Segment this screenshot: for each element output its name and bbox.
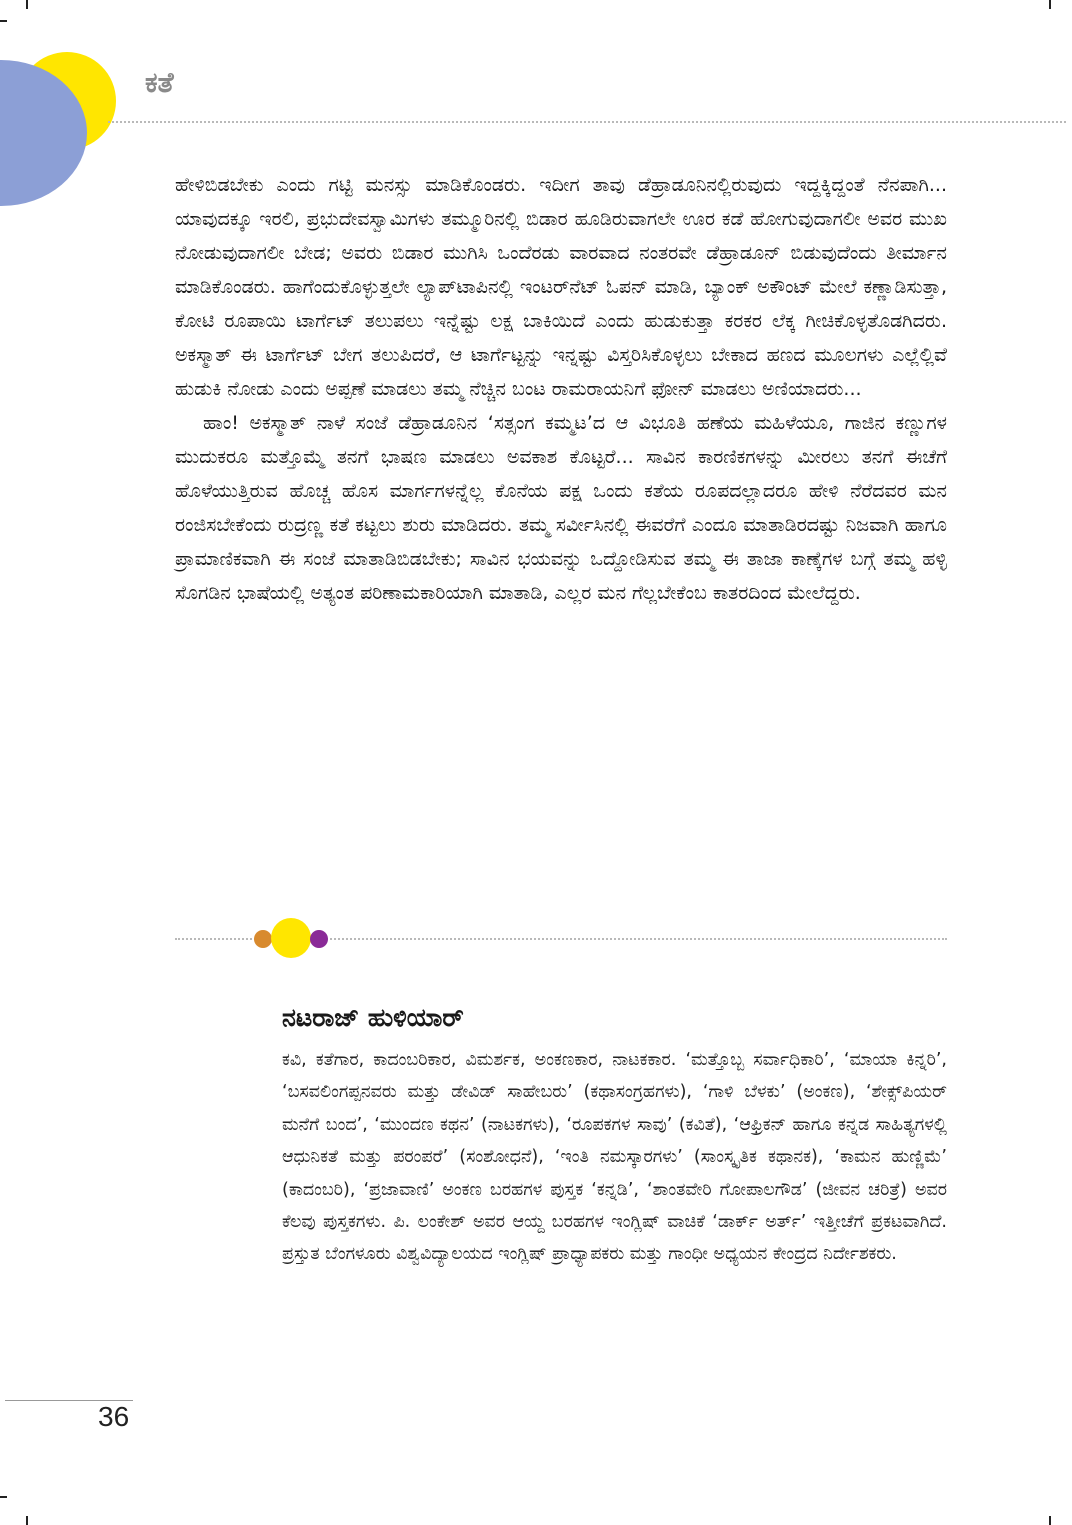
crop-mark	[26, 0, 28, 9]
yellow-dot-decoration	[271, 918, 311, 958]
page-number: 36	[98, 1401, 130, 1432]
crop-mark	[1049, 1516, 1051, 1525]
header-dotted-rule	[108, 121, 1066, 123]
story-paragraph: ಹೇಳಿಬಿಡಬೇಕು ಎಂದು ಗಟ್ಟಿ ಮನಸ್ಸು ಮಾಡಿಕೊಂಡರು. ಇದೀಗ ತಾವು ಡೆಹ್ರಾಡೂನಿನಲ್ಲಿರುವುದು ಇದ್ದಕ್ಕಿದ್ದಂತೆ ನೆನಪಾಗಿ... ಯಾವುದಕ್ಕೂ ಇರಲಿ, ಪ್ರಭುದೇವಸ್ವಾಮಿಗಳು ತಮ್ಮೂರಿನಲ್ಲಿ ಬಿಡಾರ ಹೂಡಿರುವಾಗಲೇ ಊರ ಕಡೆ ಹೋಗುವುದಾಗಲೀ ಅವರ ಮುಖ ನೋಡುವುದಾಗಲೀ ಬೇಡ; ಅವರು ಬಿಡಾರ ಮುಗಿಸಿ ಒಂದೆರಡು ವಾರವಾದ ನಂತರವೇ ಡೆಹ್ರಾಡೂನ್ ಬಿಡುವುದೆಂದು ತೀರ್ಮಾನ ಮಾಡಿಕೊಂಡರು. ಹಾಗೆಂದುಕೊಳ್ಳುತ್ತಲೇ ಲ್ಯಾಪ್‌ಟಾಪಿನಲ್ಲಿ ಇಂಟರ್‌ನೆಟ್ ಓಪನ್ ಮಾಡಿ, ಬ್ಯಾಂಕ್ ಅಕೌಂಟ್ ಮೇಲೆ ಕಣ್ಣಾಡಿಸುತ್ತಾ, ಕೋಟಿ ರೂಪಾಯಿ ಟಾರ್ಗೆಟ್ ತಲುಪಲು ಇನ್ನೆಷ್ಟು ಲಕ್ಷ ಬಾಕಿಯಿದೆ ಎಂದು ಹುಡುಕುತ್ತಾ ಕರಕರ ಲೆಕ್ಕ ಗೀಚಿಕೊಳ್ಳತೊಡಗಿದರು. ಅಕಸ್ಮಾತ್ ಈ ಟಾರ್ಗೆಟ್ ಬೇಗ ತಲುಪಿದರೆ, ಆ ಟಾರ್ಗೆಟ್ಟನ್ನು ಇನ್ನಷ್ಟು ವಿಸ್ತರಿಸಿಕೊಳ್ಳಲು ಬೇಕಾದ ಹಣದ ಮೂಲಗಳು ಎಲ್ಲೆಲ್ಲಿವೆ ಹುಡುಕಿ ನೋಡು ಎಂದು ಅಪ್ಪಣೆ ಮಾಡಲು ತಮ್ಮ ನೆಚ್ಚಿನ ಬಂಟ ರಾಮರಾಯನಿಗೆ ಫೋನ್ ಮಾಡಲು ಅಣಿಯಾದರು...	[175, 174, 947, 400]
crop-mark	[0, 1496, 7, 1498]
crop-mark	[0, 20, 7, 22]
orange-dot-decoration	[254, 930, 272, 948]
crop-mark	[1049, 0, 1051, 9]
section-label: ಕತೆ	[145, 66, 174, 99]
purple-dot-decoration	[310, 930, 328, 948]
story-body	[175, 168, 947, 610]
author-bio: ಕವಿ, ಕತೆಗಾರ, ಕಾದಂಬರಿಕಾರ, ವಿಮರ್ಶಕ, ಅಂಕಣಕಾರ, ನಾಟಕಕಾರ. ‘ಮತ್ತೊಬ್ಬ ಸರ್ವಾಧಿಕಾರಿ’, ‘ಮಾಯಾ ಕಿನ್ನರಿ’, ‘ಬಸವಲಿಂಗಪ್ಪನವರು ಮತ್ತು ಡೇವಿಡ್ ಸಾಹೇಬರು’ (ಕಥಾಸಂಗ್ರಹಗಳು), ‘ಗಾಳಿ ಬೆಳಕು’ (ಅಂಕಣ), ‘ಶೇಕ್ಸ್‌ಪಿಯರ್ ಮನೆಗೆ ಬಂದ’, ‘ಮುಂದಣ ಕಥನ’ (ನಾಟಕಗಳು), ‘ರೂಪಕಗಳ ಸಾವು’ (ಕವಿತೆ), ‘ಆಫ್ರಿಕನ್ ಹಾಗೂ ಕನ್ನಡ ಸಾಹಿತ್ಯಗಳಲ್ಲಿ ಆಧುನಿಕತೆ ಮತ್ತು ಪರಂಪರೆ’ (ಸಂಶೋಧನೆ), ‘ಇಂತಿ ನಮಸ್ಕಾರಗಳು’ (ಸಾಂಸ್ಕೃತಿಕ ಕಥಾನಕ), ‘ಕಾಮನ ಹುಣ್ಣಿಮೆ’ (ಕಾದಂಬರಿ), ‘ಪ್ರಜಾವಾಣಿ’ ಅಂಕಣ ಬರಹಗಳ ಪುಸ್ತಕ ‘ಕನ್ನಡಿ’, ‘ಶಾಂತವೇರಿ ಗೋಪಾಲಗೌಡ’ (ಜೀವನ ಚರಿತ್ರೆ) ಅವರ ಕೆಲವು ಪುಸ್ತಕಗಳು. ಪಿ. ಲಂಕೇಶ್ ಅವರ ಆಯ್ದ ಬರಹಗಳ ಇಂಗ್ಲಿಷ್ ವಾಚಿಕೆ ‘ಡಾರ್ಕ್ ಅರ್ತ್’ ಇತ್ತೀಚೆಗೆ ಪ್ರಕಟವಾಗಿದೆ. ಪ್ರಸ್ತುತ ಬೆಂಗಳೂರು ವಿಶ್ವವಿದ್ಯಾಲಯದ ಇಂಗ್ಲಿಷ್ ಪ್ರಾಧ್ಯಾಪಕರು ಮತ್ತು ಗಾಂಧೀ ಅಧ್ಯಯನ ಕೇಂದ್ರದ ನಿರ್ದೇಶಕರು.	[282, 1050, 947, 1265]
crop-mark	[26, 1516, 28, 1525]
story-paragraph: ಹಾಂ! ಅಕಸ್ಮಾತ್ ನಾಳೆ ಸಂಜೆ ಡೆಹ್ರಾಡೂನಿನ ‘ಸತ್ಸಂಗ ಕಮ್ಮಟ’ದ ಆ ವಿಭೂತಿ ಹಣೆಯ ಮಹಿಳೆಯೂ, ಗಾಜಿನ ಕಣ್ಣುಗಳ ಮುದುಕರೂ ಮತ್ತೊಮ್ಮೆ ತನಗೆ ಭಾಷಣ ಮಾಡಲು ಅವಕಾಶ ಕೊಟ್ಟರೆ... ಸಾವಿನ ಕಾರಣಿಕಗಳನ್ನು ಮೀರಲು ತನಗೆ ಈಚೆಗೆ ಹೊಳೆಯುತ್ತಿರುವ ಹೊಚ್ಚ ಹೊಸ ಮಾರ್ಗಗಳನ್ನೆಲ್ಲ ಕೊನೆಯ ಪಕ್ಷ ಒಂದು ಕತೆಯ ರೂಪದಲ್ಲಾದರೂ ಹೇಳಿ ನೆರೆದವರ ಮನ ರಂಜಿಸಬೇಕೆಂದು ರುದ್ರಣ್ಣ ಕತೆ ಕಟ್ಟಲು ಶುರು ಮಾಡಿದರು. ತಮ್ಮ ಸರ್ವೀಸಿನಲ್ಲಿ ಈವರೆಗೆ ಎಂದೂ ಮಾತಾಡಿರದಷ್ಟು ನಿಜವಾಗಿ ಹಾಗೂ ಪ್ರಾಮಾಣಿಕವಾಗಿ ಈ ಸಂಜೆ ಮಾತಾಡಿಬಿಡಬೇಕು; ಸಾವಿನ ಭಯವನ್ನು ಒದ್ದೋಡಿಸುವ ತಮ್ಮ ಈ ತಾಜಾ ಕಾಣ್ಕೆಗಳ ಬಗ್ಗೆ ತಮ್ಮ ಹಳ್ಳಿ ಸೊಗಡಿನ ಭಾಷೆಯಲ್ಲಿ ಅತ್ಯಂತ ಪರಿಣಾಮಕಾರಿಯಾಗಿ ಮಾತಾಡಿ, ಎಲ್ಲರ ಮನ ಗೆಲ್ಲಬೇಕೆಂಬ ಕಾತರದಿಂದ ಮೇಲೆದ್ದರು.	[175, 412, 947, 604]
author-name: ನಟರಾಜ್ ಹುಳಿಯಾರ್	[282, 1003, 464, 1032]
